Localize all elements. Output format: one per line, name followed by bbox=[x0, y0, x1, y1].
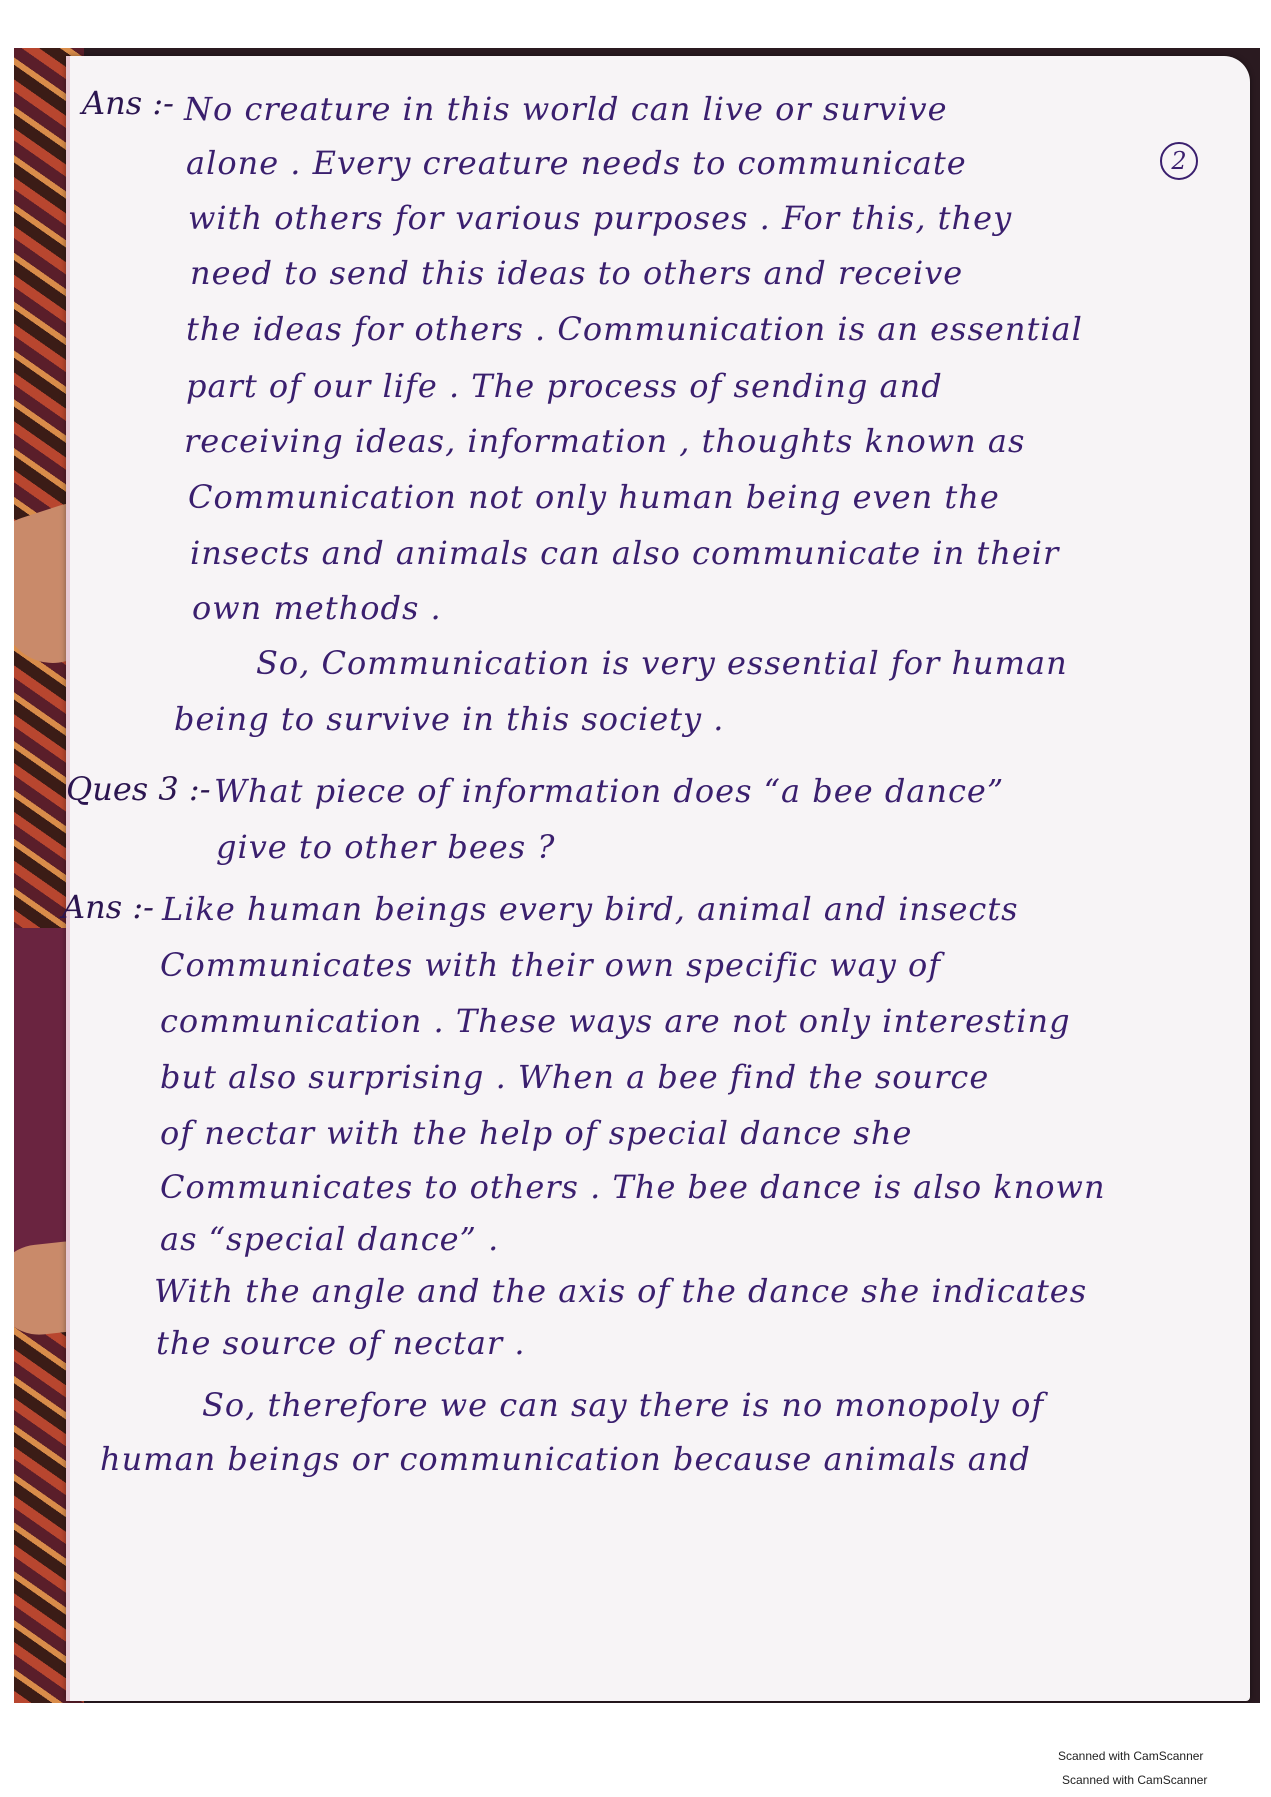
answer-line: alone . Every creature needs to communicate bbox=[186, 144, 967, 182]
answer-line: the ideas for others . Communication is an essential bbox=[186, 310, 1083, 348]
answer-line: No creature in this world can live or survive bbox=[184, 90, 948, 128]
answer-line: Like human beings every bird, animal and insects bbox=[162, 890, 1019, 928]
notebook-page bbox=[62, 56, 1250, 1701]
answer-line: with others for various purposes . For this, they bbox=[188, 199, 1013, 237]
answer-line: Communicates to others . The bee dance is also known bbox=[160, 1168, 1106, 1206]
scanner-watermark: Scanned with CamScanner bbox=[1062, 1773, 1208, 1787]
answer-line: of nectar with the help of special dance she bbox=[160, 1114, 913, 1152]
answer-conclusion-line: being to survive in this society . bbox=[174, 700, 725, 738]
answer-conclusion-line: So, therefore we can say there is no monopoly of bbox=[202, 1386, 1045, 1424]
answer-line: as “special dance” . bbox=[160, 1220, 500, 1258]
page-margin bbox=[66, 56, 70, 1701]
page-number-mark: 2 bbox=[1160, 142, 1198, 180]
answer-line: receiving ideas, information , thoughts known as bbox=[184, 422, 1026, 460]
answer-line: but also surprising . When a bee find the source bbox=[160, 1058, 990, 1096]
answer-conclusion-line: So, Communication is very essential for human bbox=[256, 644, 1068, 682]
question-line: give to other bees ? bbox=[216, 828, 556, 866]
answer-line: Communication not only human being even the bbox=[188, 478, 1000, 516]
answer-line: communication . These ways are not only interesting bbox=[160, 1002, 1071, 1040]
answer-line: With the angle and the axis of the dance she indicates bbox=[154, 1272, 1088, 1310]
answer-line: part of our life . The process of sending and bbox=[186, 367, 943, 405]
question-line: What piece of information does “a bee dance” bbox=[214, 772, 1005, 810]
answer-line: own methods . bbox=[192, 589, 442, 627]
answer-line: need to send this ideas to others and receive bbox=[190, 254, 964, 292]
answer-line: Communicates with their own specific way of bbox=[160, 946, 942, 984]
scanner-watermark: Scanned with CamScanner bbox=[1058, 1749, 1204, 1763]
answer-line: insects and animals can also communicate in their bbox=[190, 534, 1060, 572]
answer-line: the source of nectar . bbox=[156, 1324, 526, 1362]
answer-label: Ans :- bbox=[82, 84, 174, 122]
answer-label: Ans :- bbox=[62, 888, 154, 926]
question-label: Ques 3 :- bbox=[66, 770, 211, 808]
scanned-photo bbox=[14, 48, 1260, 1703]
answer-conclusion-line: human beings or communication because animals and bbox=[100, 1440, 1031, 1478]
